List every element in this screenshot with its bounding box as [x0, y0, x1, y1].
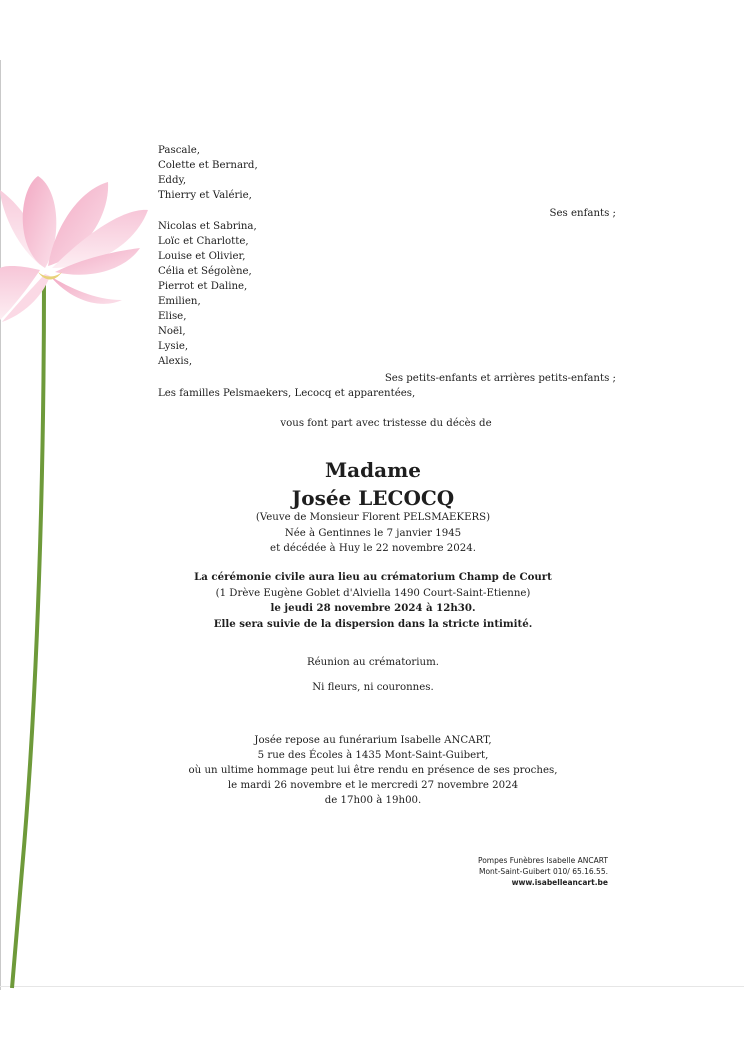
deceased-title: Madame — [325, 458, 421, 482]
grandchild-name: Alexis, — [158, 356, 193, 367]
child-name: Eddy, — [158, 175, 187, 186]
ceremony-line: La cérémonie civile aura lieu au crématorium Champ de Court — [194, 571, 552, 583]
grandchild-name: Célia et Ségolène, — [158, 266, 252, 277]
grandchildren-label: Ses petits-enfants et arrières petits-enfants ; — [384, 373, 616, 384]
rest-line: où un ultime hommage peut lui être rendu en présence de ses proches, — [188, 765, 558, 776]
child-name: Pascale, — [158, 145, 201, 156]
grandchild-name: Louise et Olivier, — [158, 251, 246, 262]
no-flowers-line: Ni fleurs, ni couronnes. — [312, 682, 434, 693]
child-name: Colette et Bernard, — [158, 160, 258, 171]
ceremony-note: Elle sera suivie de la dispersion dans la stricte intimité. — [213, 618, 533, 630]
funeral-home-name: Pompes Funèbres Isabelle ANCART — [477, 856, 608, 865]
birth-line: Née à Gentinnes le 7 janvier 1945 — [284, 528, 462, 539]
deceased-name: Josée LECOCQ — [291, 486, 455, 510]
child-name: Thierry et Valérie, — [158, 190, 252, 201]
funeral-home-phone: Mont-Saint-Guibert 010/ 65.16.55. — [478, 867, 608, 876]
rest-line: de 17h00 à 19h00. — [324, 795, 422, 806]
rest-line: 5 rue des Écoles à 1435 Mont-Saint-Guibert, — [257, 750, 489, 761]
announcement: vous font part avec tristesse du décès de — [280, 418, 492, 429]
families-line: Les familles Pelsmaekers, Lecocq et apparentées, — [158, 388, 416, 399]
grandchild-name: Elise, — [158, 311, 187, 322]
ceremony-date: le jeudi 28 novembre 2024 à 12h30. — [270, 602, 476, 614]
children-label: Ses enfants ; — [549, 208, 616, 219]
grandchild-name: Loïc et Charlotte, — [158, 236, 249, 247]
grandchild-name: Nicolas et Sabrina, — [158, 221, 257, 232]
grandchild-name: Pierrot et Daline, — [158, 281, 248, 292]
grandchild-name: Noël, — [158, 326, 186, 337]
ceremony-address: (1 Drève Eugène Goblet d'Alviella 1490 Court-Saint-Etienne) — [215, 588, 531, 599]
reunion-line: Réunion au crématorium. — [306, 657, 440, 668]
funeral-home-website: www.isabelleancart.be — [511, 878, 608, 887]
grandchild-name: Emilien, — [158, 296, 201, 307]
widow-line: (Veuve de Monsieur Florent PELSMAEKERS) — [255, 512, 491, 523]
rest-line: le mardi 26 novembre et le mercredi 27 novembre 2024 — [227, 780, 519, 791]
rest-line: Josée repose au funérarium Isabelle ANCART, — [254, 735, 492, 746]
grandchild-name: Lysie, — [158, 341, 189, 352]
death-line: et décédée à Huy le 22 novembre 2024. — [270, 543, 476, 554]
